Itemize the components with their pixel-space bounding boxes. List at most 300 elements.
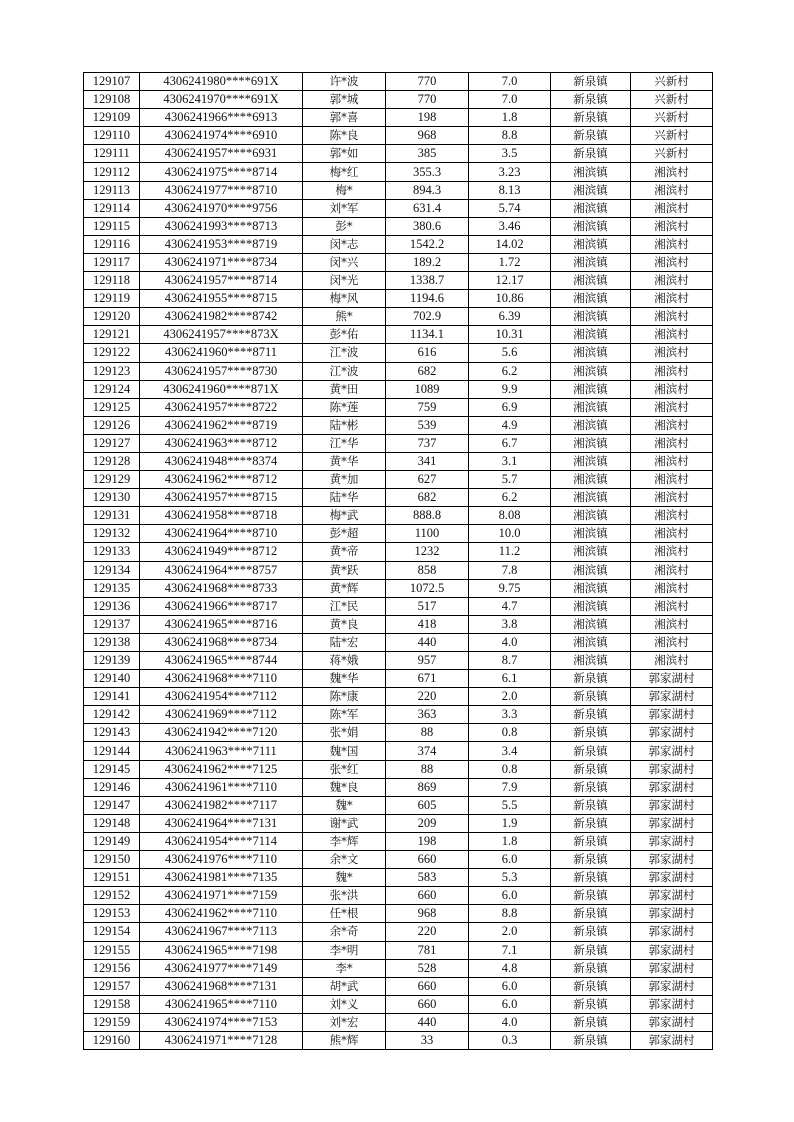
id-number-cell: 4306241964****8710 <box>140 525 303 543</box>
table-row <box>84 995 713 1013</box>
table-row <box>84 290 713 308</box>
village-cell: 湘滨村 <box>631 326 713 344</box>
area-cell: 220 <box>386 923 469 941</box>
area-cell: 198 <box>386 109 469 127</box>
table-row <box>84 326 713 344</box>
town-cell: 新泉镇 <box>551 796 631 814</box>
amount-cell: 7.1 <box>469 941 551 959</box>
village-cell: 湘滨村 <box>631 380 713 398</box>
id-number-cell: 4306241957****8715 <box>140 489 303 507</box>
town-cell: 湘滨镇 <box>551 181 631 199</box>
village-cell: 兴新村 <box>631 109 713 127</box>
name-cell: 黄*跃 <box>303 561 386 579</box>
name-cell: 闵*兴 <box>303 253 386 271</box>
table-row <box>84 199 713 217</box>
village-cell: 湘滨村 <box>631 452 713 470</box>
record-id-cell: 129153 <box>84 905 140 923</box>
id-number-cell: 4306241970****691X <box>140 91 303 109</box>
record-id-cell: 129125 <box>84 398 140 416</box>
id-number-cell: 4306241970****9756 <box>140 199 303 217</box>
id-number-cell: 4306241964****8757 <box>140 561 303 579</box>
town-cell: 湘滨镇 <box>551 471 631 489</box>
name-cell: 张*洪 <box>303 887 386 905</box>
record-id-cell: 129150 <box>84 851 140 869</box>
id-number-cell: 4306241955****8715 <box>140 290 303 308</box>
id-number-cell: 4306241957****8730 <box>140 362 303 380</box>
table-row <box>84 905 713 923</box>
id-number-cell: 4306241962****7125 <box>140 760 303 778</box>
village-cell: 郭家湖村 <box>631 742 713 760</box>
amount-cell: 8.8 <box>469 127 551 145</box>
area-cell: 957 <box>386 652 469 670</box>
name-cell: 梅* <box>303 181 386 199</box>
table-row <box>84 959 713 977</box>
town-cell: 新泉镇 <box>551 91 631 109</box>
village-cell: 郭家湖村 <box>631 851 713 869</box>
record-id-cell: 129137 <box>84 615 140 633</box>
village-cell: 湘滨村 <box>631 652 713 670</box>
name-cell: 江*华 <box>303 434 386 452</box>
table-row <box>84 778 713 796</box>
town-cell: 湘滨镇 <box>551 163 631 181</box>
name-cell: 余*奇 <box>303 923 386 941</box>
area-cell: 660 <box>386 851 469 869</box>
record-id-cell: 129136 <box>84 597 140 615</box>
amount-cell: 6.0 <box>469 995 551 1013</box>
town-cell: 新泉镇 <box>551 923 631 941</box>
table-row <box>84 416 713 434</box>
village-cell: 兴新村 <box>631 91 713 109</box>
town-cell: 湘滨镇 <box>551 290 631 308</box>
area-cell: 355.3 <box>386 163 469 181</box>
area-cell: 33 <box>386 1031 469 1049</box>
town-cell: 新泉镇 <box>551 127 631 145</box>
table-row <box>84 851 713 869</box>
area-cell: 363 <box>386 706 469 724</box>
id-number-cell: 4306241954****7112 <box>140 688 303 706</box>
amount-cell: 5.6 <box>469 344 551 362</box>
area-cell: 770 <box>386 73 469 91</box>
amount-cell: 0.8 <box>469 724 551 742</box>
amount-cell: 7.9 <box>469 778 551 796</box>
record-id-cell: 129110 <box>84 127 140 145</box>
amount-cell: 2.0 <box>469 923 551 941</box>
amount-cell: 8.08 <box>469 507 551 525</box>
town-cell: 湘滨镇 <box>551 380 631 398</box>
table-row <box>84 869 713 887</box>
area-cell: 869 <box>386 778 469 796</box>
record-id-cell: 129134 <box>84 561 140 579</box>
id-number-cell: 4306241960****8711 <box>140 344 303 362</box>
village-cell: 郭家湖村 <box>631 778 713 796</box>
name-cell: 梅*风 <box>303 290 386 308</box>
village-cell: 湘滨村 <box>631 471 713 489</box>
area-cell: 605 <box>386 796 469 814</box>
amount-cell: 6.2 <box>469 362 551 380</box>
amount-cell: 10.31 <box>469 326 551 344</box>
area-cell: 858 <box>386 561 469 579</box>
record-id-cell: 129112 <box>84 163 140 181</box>
record-id-cell: 129146 <box>84 778 140 796</box>
record-id-cell: 129151 <box>84 869 140 887</box>
record-id-cell: 129142 <box>84 706 140 724</box>
id-number-cell: 4306241980****691X <box>140 73 303 91</box>
record-id-cell: 129117 <box>84 253 140 271</box>
name-cell: 李*辉 <box>303 832 386 850</box>
area-cell: 894.3 <box>386 181 469 199</box>
name-cell: 陈*莲 <box>303 398 386 416</box>
table-row <box>84 760 713 778</box>
table-row <box>84 724 713 742</box>
village-cell: 兴新村 <box>631 145 713 163</box>
table-row <box>84 597 713 615</box>
town-cell: 新泉镇 <box>551 688 631 706</box>
amount-cell: 3.46 <box>469 217 551 235</box>
town-cell: 湘滨镇 <box>551 561 631 579</box>
record-id-cell: 129143 <box>84 724 140 742</box>
record-id-cell: 129108 <box>84 91 140 109</box>
town-cell: 新泉镇 <box>551 706 631 724</box>
table-row <box>84 434 713 452</box>
name-cell: 魏*国 <box>303 742 386 760</box>
name-cell: 郭*如 <box>303 145 386 163</box>
id-number-cell: 4306241966****8717 <box>140 597 303 615</box>
area-cell: 968 <box>386 127 469 145</box>
record-id-cell: 129131 <box>84 507 140 525</box>
name-cell: 郭*城 <box>303 91 386 109</box>
name-cell: 梅*红 <box>303 163 386 181</box>
record-id-cell: 129141 <box>84 688 140 706</box>
village-cell: 湘滨村 <box>631 272 713 290</box>
id-number-cell: 4306241981****7135 <box>140 869 303 887</box>
area-cell: 1100 <box>386 525 469 543</box>
area-cell: 1232 <box>386 543 469 561</box>
id-number-cell: 4306241977****8710 <box>140 181 303 199</box>
table-row <box>84 832 713 850</box>
town-cell: 新泉镇 <box>551 145 631 163</box>
area-cell: 418 <box>386 615 469 633</box>
table-row <box>84 344 713 362</box>
table-row <box>84 253 713 271</box>
town-cell: 新泉镇 <box>551 760 631 778</box>
table-row <box>84 615 713 633</box>
village-cell: 湘滨村 <box>631 633 713 651</box>
id-number-cell: 4306241968****8734 <box>140 633 303 651</box>
amount-cell: 8.7 <box>469 652 551 670</box>
id-number-cell: 4306241963****8712 <box>140 434 303 452</box>
town-cell: 新泉镇 <box>551 887 631 905</box>
village-cell: 郭家湖村 <box>631 724 713 742</box>
area-cell: 759 <box>386 398 469 416</box>
town-cell: 湘滨镇 <box>551 199 631 217</box>
record-id-cell: 129124 <box>84 380 140 398</box>
name-cell: 熊*辉 <box>303 1031 386 1049</box>
record-id-cell: 129128 <box>84 452 140 470</box>
id-number-cell: 4306241982****7117 <box>140 796 303 814</box>
amount-cell: 1.9 <box>469 814 551 832</box>
name-cell: 陈*康 <box>303 688 386 706</box>
record-id-cell: 129159 <box>84 1013 140 1031</box>
area-cell: 781 <box>386 941 469 959</box>
amount-cell: 3.1 <box>469 452 551 470</box>
table-row <box>84 525 713 543</box>
id-number-cell: 4306241957****8722 <box>140 398 303 416</box>
village-cell: 湘滨村 <box>631 308 713 326</box>
id-number-cell: 4306241971****7159 <box>140 887 303 905</box>
record-id-cell: 129118 <box>84 272 140 290</box>
record-id-cell: 129156 <box>84 959 140 977</box>
name-cell: 黄*帝 <box>303 543 386 561</box>
id-number-cell: 4306241957****6931 <box>140 145 303 163</box>
table-row <box>84 652 713 670</box>
name-cell: 江*波 <box>303 344 386 362</box>
town-cell: 新泉镇 <box>551 905 631 923</box>
name-cell: 李* <box>303 959 386 977</box>
table-row <box>84 670 713 688</box>
record-id-cell: 129122 <box>84 344 140 362</box>
town-cell: 湘滨镇 <box>551 416 631 434</box>
table-row <box>84 579 713 597</box>
town-cell: 新泉镇 <box>551 724 631 742</box>
town-cell: 新泉镇 <box>551 1013 631 1031</box>
id-number-cell: 4306241960****871X <box>140 380 303 398</box>
village-cell: 湘滨村 <box>631 290 713 308</box>
area-cell: 374 <box>386 742 469 760</box>
village-cell: 湘滨村 <box>631 579 713 597</box>
name-cell: 谢*武 <box>303 814 386 832</box>
name-cell: 彭* <box>303 217 386 235</box>
amount-cell: 4.8 <box>469 959 551 977</box>
name-cell: 许*波 <box>303 73 386 91</box>
town-cell: 新泉镇 <box>551 941 631 959</box>
village-cell: 郭家湖村 <box>631 760 713 778</box>
amount-cell: 3.23 <box>469 163 551 181</box>
name-cell: 张*红 <box>303 760 386 778</box>
table-row <box>84 706 713 724</box>
amount-cell: 0.3 <box>469 1031 551 1049</box>
name-cell: 魏*华 <box>303 670 386 688</box>
table-row <box>84 887 713 905</box>
id-number-cell: 4306241968****7131 <box>140 977 303 995</box>
amount-cell: 6.7 <box>469 434 551 452</box>
village-cell: 郭家湖村 <box>631 688 713 706</box>
name-cell: 陆*彬 <box>303 416 386 434</box>
id-number-cell: 4306241974****7153 <box>140 1013 303 1031</box>
table-row <box>84 471 713 489</box>
table-row <box>84 380 713 398</box>
id-number-cell: 4306241957****8714 <box>140 272 303 290</box>
amount-cell: 9.9 <box>469 380 551 398</box>
record-id-cell: 129130 <box>84 489 140 507</box>
records-table <box>83 72 713 1050</box>
name-cell: 魏* <box>303 869 386 887</box>
area-cell: 189.2 <box>386 253 469 271</box>
town-cell: 湘滨镇 <box>551 398 631 416</box>
id-number-cell: 4306241971****7128 <box>140 1031 303 1049</box>
amount-cell: 6.1 <box>469 670 551 688</box>
village-cell: 郭家湖村 <box>631 887 713 905</box>
record-id-cell: 129115 <box>84 217 140 235</box>
table-row <box>84 452 713 470</box>
area-cell: 631.4 <box>386 199 469 217</box>
id-number-cell: 4306241965****7198 <box>140 941 303 959</box>
amount-cell: 6.0 <box>469 977 551 995</box>
amount-cell: 4.0 <box>469 1013 551 1031</box>
town-cell: 湘滨镇 <box>551 434 631 452</box>
id-number-cell: 4306241976****7110 <box>140 851 303 869</box>
table-row <box>84 398 713 416</box>
amount-cell: 4.7 <box>469 597 551 615</box>
village-cell: 湘滨村 <box>631 597 713 615</box>
amount-cell: 7.8 <box>469 561 551 579</box>
town-cell: 湘滨镇 <box>551 272 631 290</box>
village-cell: 湘滨村 <box>631 163 713 181</box>
record-id-cell: 129155 <box>84 941 140 959</box>
town-cell: 湘滨镇 <box>551 615 631 633</box>
id-number-cell: 4306241948****8374 <box>140 452 303 470</box>
table-row <box>84 742 713 760</box>
town-cell: 新泉镇 <box>551 995 631 1013</box>
table-row <box>84 633 713 651</box>
record-id-cell: 129160 <box>84 1031 140 1049</box>
name-cell: 彭*佑 <box>303 326 386 344</box>
village-cell: 湘滨村 <box>631 344 713 362</box>
amount-cell: 1.8 <box>469 109 551 127</box>
record-id-cell: 129111 <box>84 145 140 163</box>
town-cell: 湘滨镇 <box>551 489 631 507</box>
town-cell: 湘滨镇 <box>551 362 631 380</box>
name-cell: 黄*辉 <box>303 579 386 597</box>
area-cell: 737 <box>386 434 469 452</box>
record-id-cell: 129107 <box>84 73 140 91</box>
record-id-cell: 129139 <box>84 652 140 670</box>
id-number-cell: 4306241957****873X <box>140 326 303 344</box>
village-cell: 湘滨村 <box>631 217 713 235</box>
area-cell: 770 <box>386 91 469 109</box>
area-cell: 660 <box>386 887 469 905</box>
amount-cell: 5.74 <box>469 199 551 217</box>
name-cell: 陈*良 <box>303 127 386 145</box>
amount-cell: 4.9 <box>469 416 551 434</box>
table-row <box>84 796 713 814</box>
village-cell: 兴新村 <box>631 73 713 91</box>
id-number-cell: 4306241968****7110 <box>140 670 303 688</box>
record-id-cell: 129121 <box>84 326 140 344</box>
amount-cell: 5.7 <box>469 471 551 489</box>
record-id-cell: 129144 <box>84 742 140 760</box>
village-cell: 郭家湖村 <box>631 923 713 941</box>
area-cell: 660 <box>386 977 469 995</box>
records-table-body <box>84 73 713 1050</box>
town-cell: 湘滨镇 <box>551 525 631 543</box>
village-cell: 湘滨村 <box>631 362 713 380</box>
area-cell: 209 <box>386 814 469 832</box>
village-cell: 郭家湖村 <box>631 1031 713 1049</box>
village-cell: 湘滨村 <box>631 181 713 199</box>
record-id-cell: 129147 <box>84 796 140 814</box>
record-id-cell: 129157 <box>84 977 140 995</box>
name-cell: 余*文 <box>303 851 386 869</box>
town-cell: 湘滨镇 <box>551 579 631 597</box>
table-row <box>84 127 713 145</box>
village-cell: 郭家湖村 <box>631 814 713 832</box>
town-cell: 湘滨镇 <box>551 597 631 615</box>
area-cell: 616 <box>386 344 469 362</box>
record-id-cell: 129138 <box>84 633 140 651</box>
village-cell: 郭家湖村 <box>631 706 713 724</box>
amount-cell: 3.3 <box>469 706 551 724</box>
name-cell: 陆*宏 <box>303 633 386 651</box>
id-number-cell: 4306241949****8712 <box>140 543 303 561</box>
table-row <box>84 145 713 163</box>
area-cell: 198 <box>386 832 469 850</box>
table-row <box>84 73 713 91</box>
record-id-cell: 129132 <box>84 525 140 543</box>
name-cell: 江*波 <box>303 362 386 380</box>
area-cell: 1338.7 <box>386 272 469 290</box>
village-cell: 湘滨村 <box>631 507 713 525</box>
village-cell: 湘滨村 <box>631 561 713 579</box>
id-number-cell: 4306241993****8713 <box>140 217 303 235</box>
amount-cell: 9.75 <box>469 579 551 597</box>
amount-cell: 6.39 <box>469 308 551 326</box>
id-number-cell: 4306241969****7112 <box>140 706 303 724</box>
amount-cell: 3.8 <box>469 615 551 633</box>
record-id-cell: 129123 <box>84 362 140 380</box>
name-cell: 黄*华 <box>303 452 386 470</box>
village-cell: 湘滨村 <box>631 199 713 217</box>
id-number-cell: 4306241967****7113 <box>140 923 303 941</box>
town-cell: 湘滨镇 <box>551 652 631 670</box>
table-row <box>84 362 713 380</box>
area-cell: 583 <box>386 869 469 887</box>
area-cell: 220 <box>386 688 469 706</box>
record-id-cell: 129135 <box>84 579 140 597</box>
table-row <box>84 977 713 995</box>
area-cell: 682 <box>386 362 469 380</box>
area-cell: 671 <box>386 670 469 688</box>
area-cell: 1542.2 <box>386 235 469 253</box>
table-row <box>84 941 713 959</box>
town-cell: 湘滨镇 <box>551 326 631 344</box>
record-id-cell: 129158 <box>84 995 140 1013</box>
id-number-cell: 4306241965****7110 <box>140 995 303 1013</box>
table-row <box>84 543 713 561</box>
name-cell: 陆*华 <box>303 489 386 507</box>
area-cell: 627 <box>386 471 469 489</box>
town-cell: 湘滨镇 <box>551 217 631 235</box>
record-id-cell: 129140 <box>84 670 140 688</box>
record-id-cell: 129126 <box>84 416 140 434</box>
amount-cell: 8.8 <box>469 905 551 923</box>
name-cell: 黄*加 <box>303 471 386 489</box>
area-cell: 528 <box>386 959 469 977</box>
area-cell: 968 <box>386 905 469 923</box>
table-row <box>84 163 713 181</box>
town-cell: 新泉镇 <box>551 851 631 869</box>
village-cell: 兴新村 <box>631 127 713 145</box>
town-cell: 湘滨镇 <box>551 507 631 525</box>
village-cell: 湘滨村 <box>631 615 713 633</box>
table-row <box>84 91 713 109</box>
record-id-cell: 129145 <box>84 760 140 778</box>
amount-cell: 6.0 <box>469 851 551 869</box>
amount-cell: 6.9 <box>469 398 551 416</box>
area-cell: 440 <box>386 1013 469 1031</box>
name-cell: 刘*军 <box>303 199 386 217</box>
id-number-cell: 4306241958****8718 <box>140 507 303 525</box>
village-cell: 郭家湖村 <box>631 905 713 923</box>
